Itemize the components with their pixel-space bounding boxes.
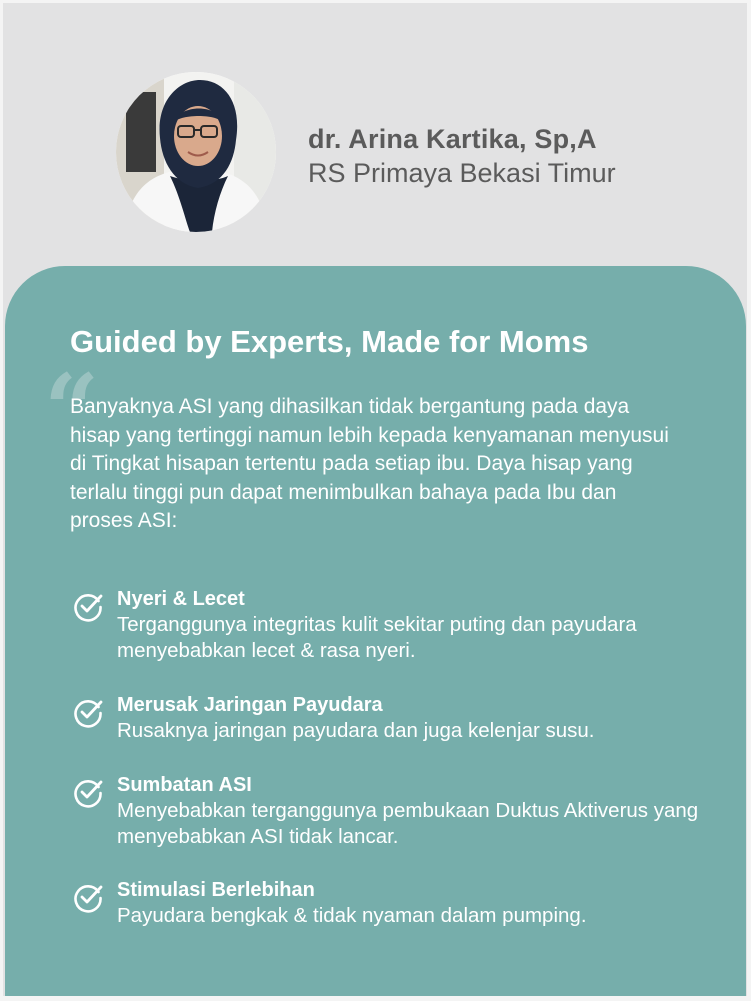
check-circle-icon <box>72 881 104 913</box>
page-border-bottom <box>0 996 751 1001</box>
page-border-top <box>0 0 751 3</box>
check-circle-icon <box>72 696 104 728</box>
list-item-title: Sumbatan ASI <box>117 774 252 796</box>
check-circle-icon <box>72 590 104 622</box>
list-item-description: Rusaknya jaringan payudara dan juga kelenjar susu. <box>117 719 595 742</box>
check-circle-icon <box>72 776 104 808</box>
hospital-name: RS Primaya Bekasi Timur <box>308 158 616 188</box>
list-item-title: Nyeri & Lecet <box>117 588 245 610</box>
list-item-description: Menyebabkan terganggunya pembukaan Duktus Aktiverus yang menyebabkan ASI tidak lancar. <box>117 799 699 848</box>
doctor-avatar <box>116 72 276 232</box>
list-item-description: Terganggunya integritas kulit sekitar puting dan payudara menyebabkan lecet & rasa nyeri. <box>117 613 637 662</box>
doctor-name: dr. Arina Kartika, Sp,A <box>308 124 597 154</box>
intro-paragraph: Banyaknya ASI yang dihasilkan tidak bergantung pada daya hisap yang tertinggi namun lebih kepada kenyamanan menyusui di Tingkat hisapan tertentu pada setiap ibu. Daya hisap yang terlalu tinggi pun dapat menimbulkan bahaya pada Ibu dan proses ASI: <box>70 395 669 532</box>
list-item-title: Stimulasi Berlebihan <box>117 879 315 901</box>
card-title: Guided by Experts, Made for Moms <box>70 324 589 359</box>
doctor-portrait-image <box>116 72 276 232</box>
quote-mark-icon: “ <box>44 353 100 466</box>
list-item-description: Payudara bengkak & tidak nyaman dalam pumping. <box>117 904 587 927</box>
page-border-right <box>747 0 751 1001</box>
list-item-title: Merusak Jaringan Payudara <box>117 694 383 716</box>
page-border-left <box>0 0 3 1001</box>
